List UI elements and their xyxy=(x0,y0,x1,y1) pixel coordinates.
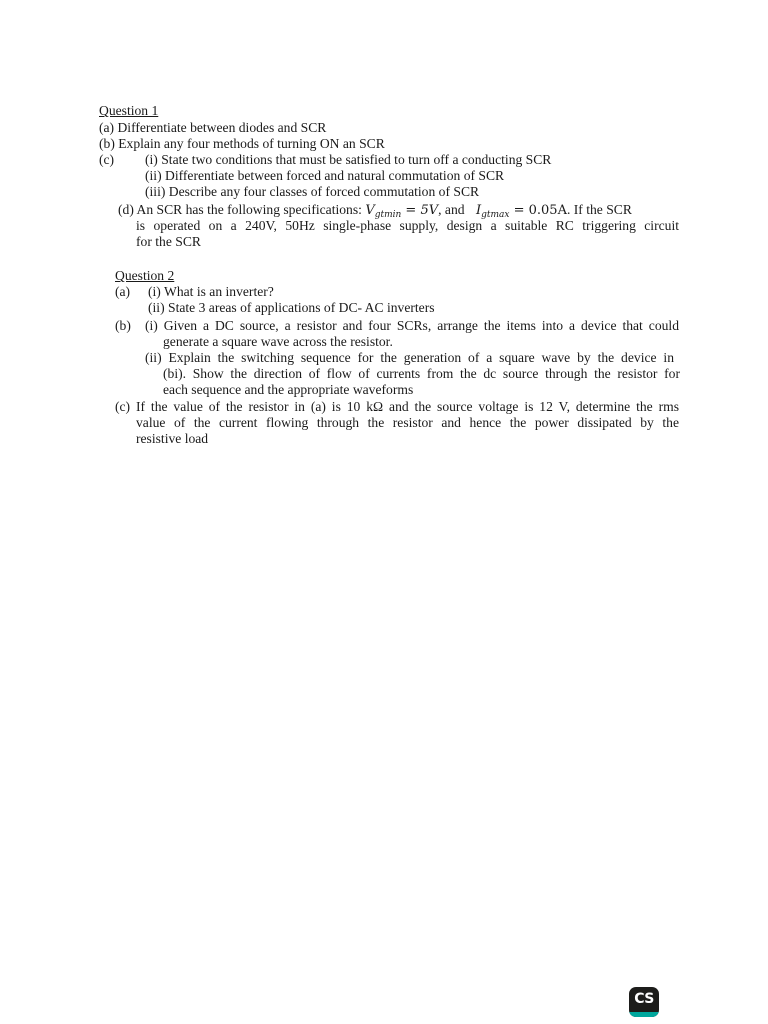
v-gtmin-formula xyxy=(365,203,438,218)
question-1-heading: Question 1 xyxy=(99,103,159,118)
q2-part-b-ii-line-3: each sequence and the appropriate waveforms xyxy=(163,382,414,397)
question-2-heading: Question 2 xyxy=(115,268,175,283)
i-value: = 0.05A xyxy=(509,203,567,218)
logo-text: CS xyxy=(634,991,654,1007)
q2-part-c-line-3: resistive load xyxy=(136,431,209,446)
q2-part-b-i-line-1: (i) Given a DC source, a resistor and four SCRs, arrange the items into a device that could xyxy=(145,318,679,333)
q2-part-c-line-1: (c) If the value of the resistor in (a) is 10 kΩ and the source voltage is 12 V, determine the rms xyxy=(115,399,679,414)
q1-part-c-ii: (ii) Differentiate between forced and natural commutation of SCR xyxy=(145,168,505,183)
q1-part-c-iii: (iii) Describe any four classes of forced commutation of SCR xyxy=(145,184,480,199)
q2-part-a-label: (a) xyxy=(115,284,131,299)
q1-part-b: (b) Explain any four methods of turning ON an SCR xyxy=(99,136,385,151)
q1-part-c-label: (c) xyxy=(99,152,115,167)
q2-part-b-i-line-2: generate a square wave across the resistor. xyxy=(163,334,393,349)
v-value: = 5V xyxy=(401,203,439,218)
v-symbol: V xyxy=(365,203,375,218)
q2-part-c-line-2: value of the current flowing through the resistor and hence the power dissipated by the xyxy=(136,415,679,430)
q2-part-b-label: (b) xyxy=(115,318,131,333)
q1-d-and: , and xyxy=(438,202,465,217)
q2-part-b-ii-line-1: (ii) Explain the switching sequence for the generation of a square wave by the device in xyxy=(145,350,674,365)
q1-part-a: (a) Differentiate between diodes and SCR xyxy=(99,120,327,135)
q1-d-text-end: . If the SCR xyxy=(566,202,632,217)
i-gtmax-formula xyxy=(476,203,567,218)
q2-part-a-i: (i) What is an inverter? xyxy=(148,284,274,299)
q2-part-b-ii-line-2: (bi). Show the direction of flow of currents from the dc source through the resistor for xyxy=(163,366,680,381)
q1-part-c-i: (i) State two conditions that must be satisfied to turn off a conducting SCR xyxy=(145,152,552,167)
v-subscript: gtmin xyxy=(374,210,402,220)
logo-bar xyxy=(629,1012,659,1017)
i-subscript: gtmax xyxy=(481,210,510,220)
i-symbol: I xyxy=(475,203,482,218)
q2-part-a-ii: (ii) State 3 areas of applications of DC- AC inverters xyxy=(148,300,435,315)
q1-part-d-line-3: for the SCR xyxy=(136,234,201,249)
q1-part-d-line-2: is operated on a 240V, 50Hz single-phase supply, design a suitable RC triggering circuit xyxy=(136,218,679,233)
q1-d-text-start: (d) An SCR has the following specifications: xyxy=(118,202,362,217)
camscanner-logo-icon xyxy=(629,987,659,1017)
